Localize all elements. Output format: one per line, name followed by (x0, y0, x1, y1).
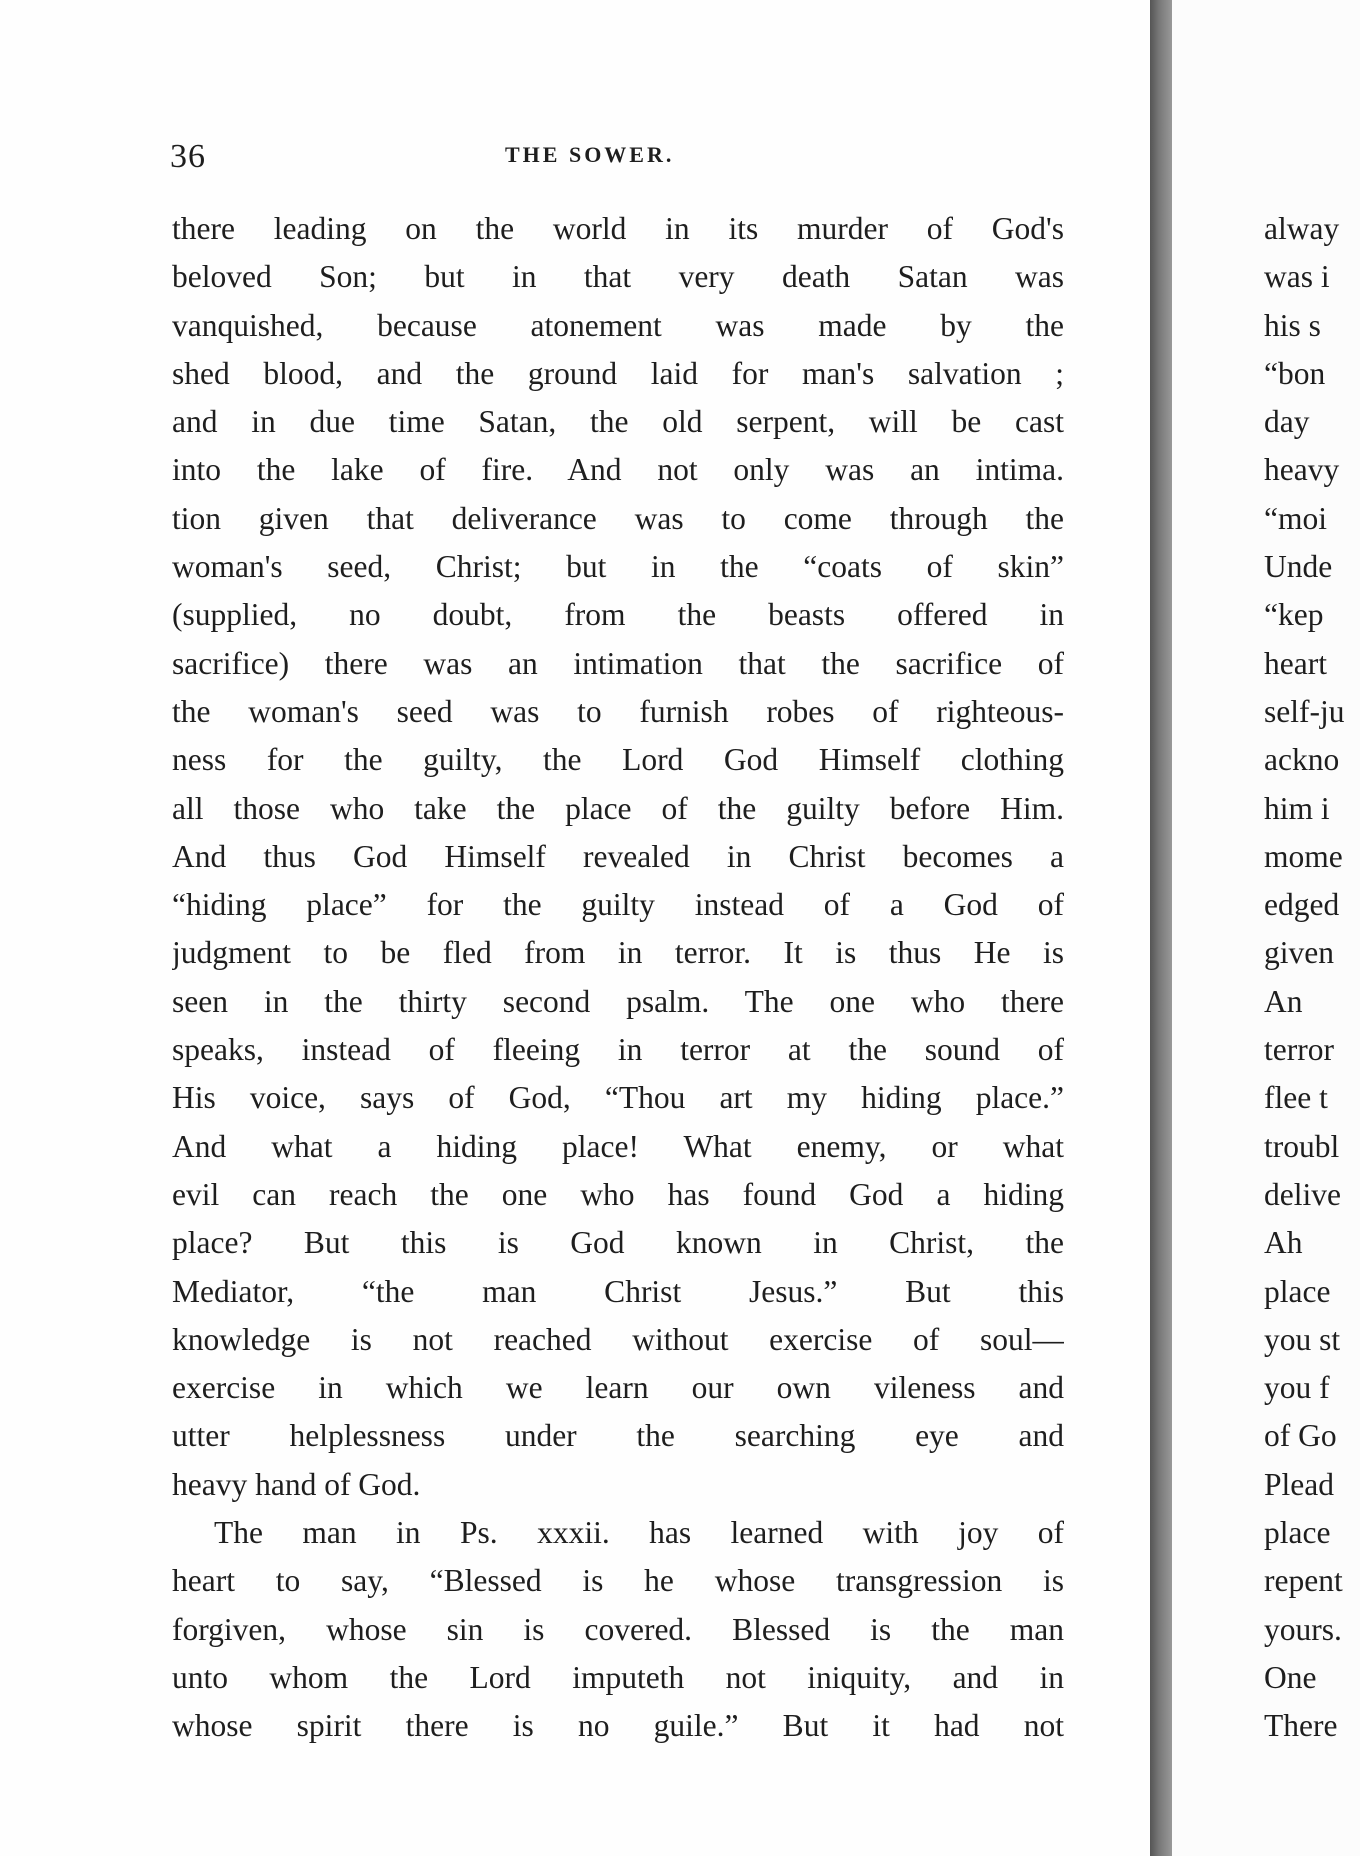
text-line: heavy hand of God. (172, 1466, 421, 1502)
right-text-line: One (1264, 1659, 1317, 1695)
right-text-line: “kep (1264, 597, 1324, 633)
text-line: His voice, says of God, “Thou art my hiding place.” (172, 1080, 1064, 1116)
right-text-line: given (1264, 935, 1334, 971)
text-line: whose spirit there is no guile.” But it had not (172, 1708, 1064, 1744)
text-line: heart to say, “Blessed is he whose transgression is (172, 1563, 1064, 1599)
right-text-line: repent (1264, 1563, 1343, 1599)
right-text-line: of Go (1264, 1418, 1337, 1454)
right-text-line: place (1264, 1273, 1331, 1309)
text-line: and in due time Satan, the old serpent, will be cast (172, 404, 1064, 440)
text-line: utter helplessness under the searching eye and (172, 1418, 1064, 1454)
text-line: speaks, instead of fleeing in terror at the sound of (172, 1032, 1064, 1068)
text-line: tion given that deliverance was to come through the (172, 500, 1064, 536)
text-line: And what a hiding place! What enemy, or what (172, 1128, 1064, 1164)
text-line: into the lake of fire. And not only was an intima. (172, 452, 1064, 488)
right-text-line: delive (1264, 1176, 1341, 1212)
right-page-text (1264, 205, 1360, 1751)
right-text-line: mome (1264, 838, 1343, 874)
text-line: exercise in which we learn our own vileness and (172, 1370, 1064, 1406)
body-text (172, 205, 1064, 1751)
right-text-line: “moi (1264, 500, 1327, 536)
right-text-line: terror (1264, 1032, 1334, 1068)
right-text-line: yours. (1264, 1611, 1342, 1647)
right-text-line: self-ju (1264, 693, 1345, 729)
right-text-line: day (1264, 404, 1310, 440)
text-line: there leading on the world in its murder of God's (172, 211, 1064, 246)
right-text-line: There (1264, 1708, 1338, 1744)
text-line: The man in Ps. xxxii. has learned with joy of (214, 1515, 1064, 1551)
text-line: place? But this is God known in Christ, the (172, 1225, 1064, 1261)
running-head (170, 138, 1060, 178)
right-text-line: Ah (1264, 1225, 1303, 1261)
text-line: vanquished, because atonement was made by the (172, 307, 1064, 343)
right-text-line: his s (1264, 307, 1321, 343)
right-text-line: flee t (1264, 1080, 1328, 1116)
running-title: THE SOWER. (505, 142, 675, 167)
right-page (1172, 0, 1360, 1856)
right-text-line: place (1264, 1515, 1331, 1551)
text-line: “hiding place” for the guilty instead of a God of (172, 887, 1064, 923)
text-line: And thus God Himself revealed in Christ becomes a (172, 838, 1064, 874)
book-gutter (1150, 0, 1172, 1856)
right-text-line: him i (1264, 790, 1330, 826)
text-line: woman's seed, Christ; but in the “coats of skin” (172, 549, 1064, 585)
right-text-line: Plead (1264, 1466, 1334, 1502)
text-line: forgiven, whose sin is covered. Blessed is the man (172, 1611, 1064, 1647)
right-text-line: ackno (1264, 742, 1340, 778)
text-line: judgment to be fled from in terror. It is thus He is (172, 935, 1064, 971)
text-line: the woman's seed was to furnish robes of righteous- (172, 693, 1064, 729)
text-line: ness for the guilty, the Lord God Himself clothing (172, 742, 1064, 778)
text-line: beloved Son; but in that very death Satan was (172, 259, 1064, 295)
right-text-line: edged (1264, 887, 1340, 923)
right-text-line: troubl (1264, 1128, 1340, 1164)
text-line: knowledge is not reached without exercise of soul— (172, 1321, 1064, 1357)
page-number: 36 (170, 138, 206, 175)
text-line: seen in the thirty second psalm. The one who there (172, 983, 1064, 1019)
right-text-line: Unde (1264, 549, 1333, 585)
text-line: all those who take the place of the guilty before Him. (172, 790, 1064, 826)
right-text-line: you f (1264, 1370, 1330, 1406)
text-line: unto whom the Lord imputeth not iniquity, and in (172, 1659, 1064, 1695)
text-line: evil can reach the one who has found God a hiding (172, 1176, 1064, 1212)
right-text-line: An (1264, 983, 1303, 1019)
right-text-line: heart (1264, 645, 1327, 681)
text-line: sacrifice) there was an intimation that the sacrifice of (172, 645, 1064, 681)
right-text-line: heavy (1264, 452, 1340, 488)
right-text-line: “bon (1264, 355, 1326, 391)
right-text-line: alway (1264, 211, 1340, 246)
right-text-line: you st (1264, 1321, 1341, 1357)
text-line: Mediator, “the man Christ Jesus.” But this (172, 1273, 1064, 1309)
text-line: (supplied, no doubt, from the beasts offered in (172, 597, 1064, 633)
right-text-line: was i (1264, 259, 1330, 295)
text-line: shed blood, and the ground laid for man's salvation ; (172, 355, 1064, 391)
